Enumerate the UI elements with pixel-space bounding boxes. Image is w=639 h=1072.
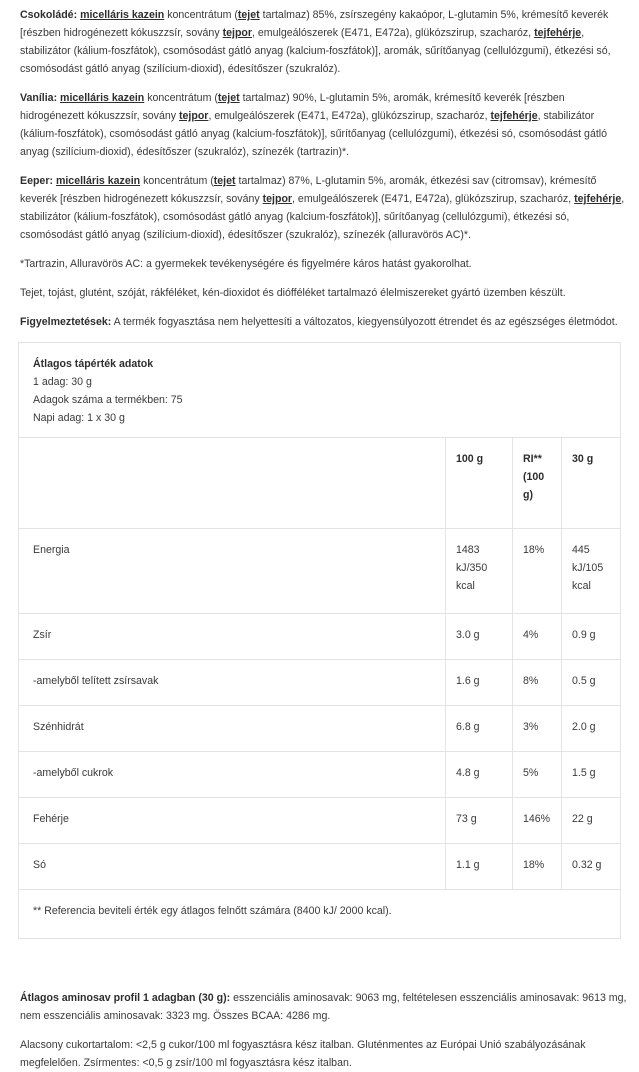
value-per-100g: 73 g [446,798,513,844]
value-per-30g: 22 g [562,798,621,844]
value-ri: 146% [513,798,562,844]
colorant-note: *Tartrazin, Alluravörös AC: a gyermekek tevékenységére és figyelmére káros hatást gyakorolhat. [20,258,472,270]
ingredient-text: koncentrátum ( [164,9,238,21]
allergen: micelláris kazein [60,92,145,104]
value-ri: 4% [513,614,562,660]
ingredients-vanilla [20,89,627,161]
allergen: micelláris kazein [80,9,165,21]
serving-size: 1 adag: 30 g [33,376,92,388]
ingredient-text: tartalmaz) 87%, L-glutamin 5%, aromák, étkezési sav (citromsav), krémesítő keverék [részben hidrogénezett kókuszzsír, sovány [20,175,597,205]
flavor-label: Eeper: [20,175,53,187]
value-ri: 3% [513,706,562,752]
nutrient-name: Energia [19,529,446,614]
amino-label: Átlagos aminosav profil 1 adagban (30 g): [20,992,231,1004]
value-ri: 8% [513,660,562,706]
table-row [19,844,620,890]
ingredient-text: , emulgeálószerek (E471, E472a), glükózszirup, szacharóz, [252,27,535,39]
ingredient-text: koncentrátum ( [140,175,214,187]
table-row [19,529,620,614]
daily-serving: Napi adag: 1 x 30 g [33,412,125,424]
value-ri: 18% [513,844,562,890]
nutrient-name: Só [19,844,446,890]
table-row [19,706,620,752]
ingredient-text: tartalmaz) 85%, zsírszegény kakaópor, L-glutamin 5%, krémesítő keverék [részben hidrogénezett kókuszzsír, sovány [20,9,609,39]
allergen: tejfehérje [490,110,538,122]
allergen: tejpor [222,27,253,39]
nutrient-name: -amelyből telített zsírsavak [19,660,446,706]
ingredient-text: , emulgeálószerek (E471, E472a), glükózszirup, szacharóz, [292,193,575,205]
flavor-label: Csokoládé: [20,9,78,21]
ingredients-strawberry [20,172,627,244]
table-row [19,752,620,798]
flavor-label: Vanília: [20,92,58,104]
warning-paragraph [20,313,627,331]
column-header [19,438,446,529]
value-per-100g: 4.8 g [446,752,513,798]
value-per-30g: 1.5 g [562,752,621,798]
table-row [19,660,620,706]
value-per-100g: 1.6 g [446,660,513,706]
value-ri: 18% [513,529,562,614]
allergen: micelláris kazein [55,175,141,187]
value-per-30g: 0.5 g [562,660,621,706]
nutrient-name: -amelyből cukrok [19,752,446,798]
column-header: RI** (100 g) [513,438,562,529]
nutrition-header [19,343,620,437]
factory-note: Tejet, tojást, glutént, szóját, rákféléket, kén-dioxidot és diófféléket tartalmazó élelmiszereket gyártó üzemben készült. [20,287,566,299]
ingredient-text: , emulgeálószerek (E471, E472a), glükózszirup, szacharóz, [208,110,491,122]
value-per-30g: 0.32 g [562,844,621,890]
nutrient-name: Fehérje [19,798,446,844]
nutrition-table-box [18,342,621,939]
value-per-100g: 1483 kJ/350 kcal [446,529,513,614]
value-per-100g: 1.1 g [446,844,513,890]
ingredient-text: , stabilizátor (kálium-foszfátok), csomósodást gátló anyag (kalcium-foszfátok)], aromák, sűrítőanyag (cellulózgumi), étkezési só, csomósodást gátló anyag (szilícium-dioxid), édesítőszer (szukralóz). [20,27,611,75]
value-per-100g: 6.8 g [446,706,513,752]
allergen: tejet [213,175,236,187]
ingredient-text: tartalmaz) 90%, L-glutamin 5%, aromák, krémesítő keverék [részben hidrogénezett kókuszzsír, sovány [20,92,565,122]
allergen: tejet [237,9,260,21]
amino-paragraph [20,989,627,1025]
value-per-100g: 3.0 g [446,614,513,660]
allergen: tejpor [262,193,293,205]
value-per-30g: 0.9 g [562,614,621,660]
column-header: 100 g [446,438,513,529]
allergen: tejet [217,92,240,104]
ingredients-chocolate [20,6,627,78]
nutrition-title: Átlagos tápérték adatok [33,358,154,370]
value-per-30g: 2.0 g [562,706,621,752]
warning-text: A termék fogyasztása nem helyettesíti a változatos, kiegyensúlyozott étrendet és az egészséges életmódot. [111,316,618,328]
nutrition-table [19,437,620,889]
claims-paragraph: Alacsony cukortartalom: <2,5 g cukor/100 ml fogyasztásra kész italban. Gluténmentes az Európai Unió szabályozásának megfelelően. Zsírmentes: <0,5 g zsír/100 ml fogyasztásra kész italban. [20,1039,586,1069]
value-per-30g: 445 kJ/105 kcal [562,529,621,614]
warning-label: Figyelmeztetések: [20,316,112,328]
ingredient-text: , stabilizátor (kálium-foszfátok), csomósodást gátló anyag (kalcium-foszfátok)], sűrítőanyag (cellulózgumi), étkezési só, csomósodást gátló anyag (szilícium-dioxid), édesítőszer (szukralóz), színezék (alluravörös AC)*. [20,193,625,241]
servings-count: Adagok száma a termékben: 75 [33,394,183,406]
nutrient-name: Szénhidrát [19,706,446,752]
reference-intake-note: ** Referencia beviteli érték egy átlagos felnőtt számára (8400 kJ/ 2000 kcal). [19,889,620,938]
column-header: 30 g [562,438,621,529]
table-header-row [19,438,620,529]
ingredient-text: koncentrátum ( [144,92,218,104]
ingredient-text: , stabilizátor (kálium-foszfátok), csomósodást gátló anyag (kalcium-foszfátok)], sűrítőanyag (cellulózgumi), étkezési só, csomósodást gátló anyag (szilícium-dioxid), édesítőszer (szukralóz), színezék (tartrazin)*. [20,110,608,158]
value-ri: 5% [513,752,562,798]
allergen: tejpor [179,110,209,122]
nutrient-name: Zsír [19,614,446,660]
amino-text: esszenciális aminosavak: 9063 mg, feltételesen esszenciális aminosavak: 9613 mg, nem esszenciális aminosavak: 3323 mg. Összes BCAA: 4286 mg. [20,992,627,1022]
bottom-section [20,989,627,1072]
table-row [19,614,620,660]
allergen: tejfehérje [574,193,622,205]
allergen: tejfehérje [534,27,582,39]
table-row [19,798,620,844]
